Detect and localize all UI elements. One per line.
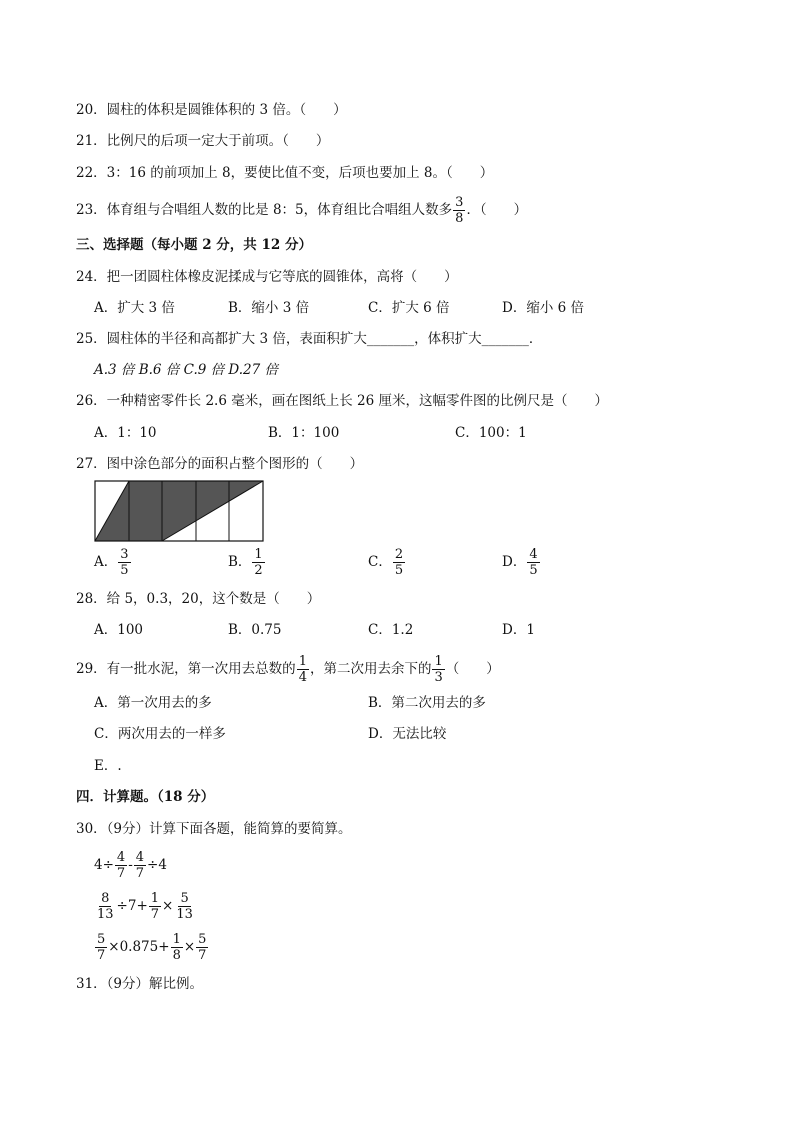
fraction: $\frac{5}{7}$: [97, 932, 106, 963]
fraction: $\frac{4}{5}$: [529, 547, 538, 578]
fraction: $\frac{3}{8}$: [455, 195, 464, 226]
option-d: D．缩小 6 倍: [502, 300, 584, 316]
question-29: 29．有一批水泥，第一次用去总数的 $\frac{1}{4}$ ，第二次用去余下的 $\frac{1}{3}$ （ ）: [76, 654, 500, 685]
option-d: D．无法比较: [368, 726, 447, 742]
option-a: A．第一次用去的多: [94, 695, 212, 711]
fraction: $\frac{1}{2}$: [254, 547, 263, 578]
fraction: $\frac{1}{7}$: [150, 891, 160, 922]
shaded-region: [95, 481, 263, 541]
option-d: D．1: [502, 622, 535, 638]
option-b: B． $\frac{1}{2}$: [228, 547, 263, 578]
option-b: B．0.75: [228, 622, 282, 638]
expression-2: $\frac{8}{13}$ ÷7+ $\frac{1}{7}$ × $\frac{5}{13}$: [97, 891, 193, 922]
option-b: B．1：100: [268, 425, 340, 441]
question-28: 28．给 5，0.3，20，这个数是（ ）: [76, 591, 321, 607]
fraction: $\frac{3}{5}$: [120, 547, 129, 578]
fraction: $\frac{1}{4}$: [298, 654, 307, 685]
expression-1: 4÷ $\frac{4}{7}$ - $\frac{4}{7}$ ÷4: [94, 850, 167, 881]
fraction: $\frac{2}{5}$: [394, 547, 404, 578]
option-c: C．1.2: [368, 622, 414, 638]
option-c: C．100：1: [455, 425, 527, 441]
option-c: C． $\frac{2}{5}$: [368, 547, 404, 578]
section-3-heading: 三、选择题（每小题 2 分，共 12 分）: [76, 237, 312, 253]
fraction: $\frac{8}{13}$: [97, 891, 114, 922]
option-b: B．缩小 3 倍: [228, 300, 310, 316]
question-26: 26．一种精密零件长 2.6 毫米，画在图纸上长 26 厘米，这幅零件图的比例尺是（ ）: [76, 393, 608, 409]
fraction: $\frac{5}{13}$: [176, 891, 193, 922]
question-21: 21．比例尺的后项一定大于前项。（ ）: [76, 133, 330, 149]
option-a: A．1：10: [94, 425, 157, 441]
expression-3: $\frac{5}{7}$ ×0.875+ $\frac{1}{8}$ × $\frac{5}{7}$: [97, 932, 207, 963]
option-a: A． $\frac{3}{5}$: [94, 547, 129, 578]
fraction: $\frac{4}{7}$: [135, 850, 145, 881]
option-b: B．第二次用去的多: [368, 695, 486, 711]
question-31: 31．（9分）解比例。: [76, 976, 204, 992]
option-c: C．两次用去的一样多: [94, 726, 226, 742]
question-25-options: A.3 倍 B.6 倍 C.9 倍 D.27 倍: [94, 362, 279, 378]
question-25: 25．圆柱体的半径和高都扩大 3 倍，表面积扩大_______，体积扩大_______．: [76, 331, 543, 347]
fraction: $\frac{5}{7}$: [198, 932, 207, 963]
option-c: C．扩大 6 倍: [368, 300, 450, 316]
fraction: $\frac{1}{8}$: [172, 932, 181, 963]
option-a: A．扩大 3 倍: [94, 300, 175, 316]
question-23: 23．体育组与合唱组人数的比是 8：5，体育组比合唱组人数多 $\frac{3}{8}$ ．（ ）: [76, 195, 528, 226]
option-e: E．.: [94, 758, 122, 774]
question-27: 27．图中涂色部分的面积占整个图形的（ ）: [76, 456, 364, 472]
question-22: 22．3：16 的前项加上 8，要使比值不变，后项也要加上 8。（ ）: [76, 165, 494, 181]
fraction: $\frac{4}{7}$: [116, 850, 126, 881]
shaded-figure: [94, 480, 264, 542]
question-20: 20．圆柱的体积是圆锥体积的 3 倍。（ ）: [76, 102, 347, 118]
option-d: D． $\frac{4}{5}$: [502, 547, 538, 578]
fraction: $\frac{1}{3}$: [434, 654, 443, 685]
option-a: A．100: [94, 622, 144, 638]
question-30: 30．（9分）计算下面各题，能简算的要简算。: [76, 821, 352, 837]
question-24: 24．把一团圆柱体橡皮泥揉成与它等底的圆锥体，高将（ ）: [76, 269, 458, 285]
section-4-heading: 四．计算题。（18 分）: [76, 789, 215, 805]
